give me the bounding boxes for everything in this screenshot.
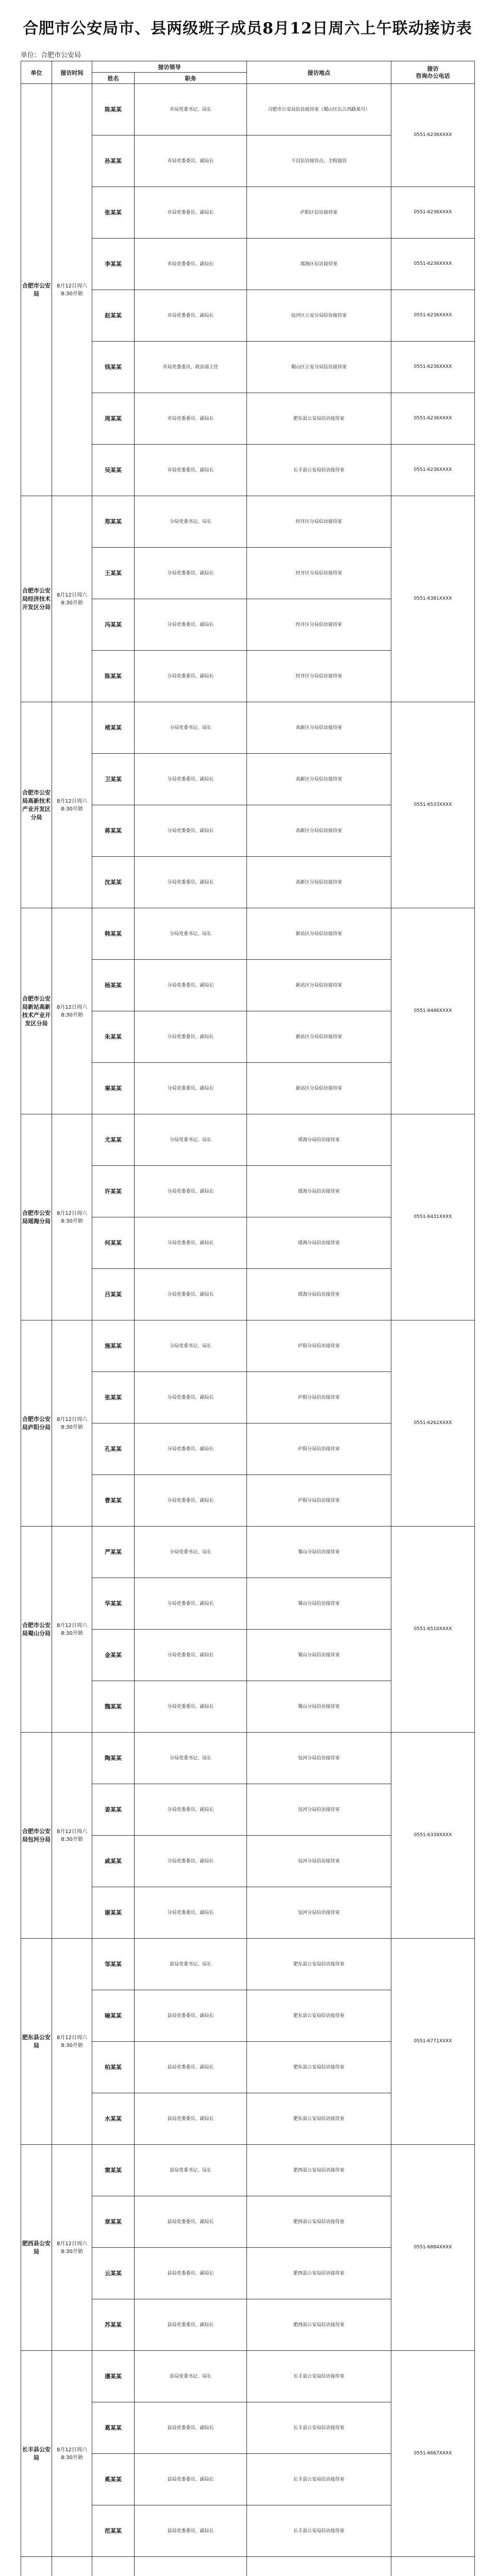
leader-name-cell: 蒋某某 — [92, 805, 135, 857]
reception-place-cell: 包河分局信访接待室 — [247, 1784, 391, 1836]
leader-duty-cell: 分局党委委员、副局长 — [135, 1063, 247, 1114]
leader-name-cell: 潘某某 — [92, 2351, 135, 2402]
leader-name-cell: 邹某某 — [92, 1939, 135, 1990]
leader-duty-cell: 分局党委书记、局长 — [135, 1114, 247, 1166]
leader-duty-cell: 县局党委委员、副局长 — [135, 2196, 247, 2248]
leader-name-cell: 谢某某 — [92, 1887, 135, 1939]
leader-duty-cell: 分局党委书记、局长 — [135, 496, 247, 548]
table-row — [21, 1320, 475, 1372]
table-row — [21, 2145, 475, 2196]
reception-place-cell: 新站区分局信访接待室 — [247, 960, 391, 1011]
leader-name-cell: 陶某某 — [92, 1733, 135, 1784]
leader-duty-cell: 分局党委委员、副局长 — [135, 857, 247, 908]
phone-cell — [391, 2557, 475, 2576]
reception-place-cell: 庐阳分局信访接待室 — [247, 1475, 391, 1527]
reception-place-cell: 长丰县公安局信访接待室 — [247, 2402, 391, 2454]
reception-place-cell: 瑶海分局信访接待室 — [247, 1269, 391, 1320]
leader-duty-cell: 分局党委委员、副局长 — [135, 1217, 247, 1269]
leader-name-cell: 窦某某 — [92, 2145, 135, 2196]
leader-duty-cell: 分局党委委员、副局长 — [135, 1630, 247, 1681]
leader-duty-cell: 县局党委书记、局长 — [135, 1939, 247, 1990]
unit-cell: 合肥市公安局高新技术产业开发区分局 — [21, 702, 52, 908]
leader-name-cell: 华某某 — [92, 1578, 135, 1630]
phone-cell: 0551-6236XXXX — [391, 290, 475, 342]
time-cell: 8月12日周六8:30开始 — [52, 2145, 92, 2351]
reception-place-cell: 瑶海分局信访接待室 — [247, 1217, 391, 1269]
reception-place-cell: 新站区分局信访接待室 — [247, 1063, 391, 1114]
leader-name-cell: 孙某某 — [92, 135, 135, 187]
reception-place-cell: 肥东县公安局信访接待室 — [247, 1939, 391, 1990]
table-row — [21, 702, 475, 754]
phone-cell: 0551-6533XXXX — [391, 702, 475, 908]
leader-name-cell — [92, 2557, 135, 2576]
time-cell: 8月12日周六8:30开始 — [52, 1320, 92, 1527]
leader-name-cell: 钱某某 — [92, 342, 135, 393]
leader-duty-cell: 分局党委委员、副局长 — [135, 599, 247, 651]
phone-cell: 0551-6236XXXX — [391, 393, 475, 445]
phone-cell: 0551-6381XXXX — [391, 496, 475, 702]
leader-name-cell: 尤某某 — [92, 1114, 135, 1166]
reception-place-cell: 肥东县公安局信访接待室 — [247, 393, 391, 445]
unit-cell — [21, 2557, 52, 2576]
reception-table — [21, 61, 475, 2576]
leader-duty-cell: 县局党委委员、副局长 — [135, 2299, 247, 2351]
reception-place-cell: 包河分局信访接待室 — [247, 1887, 391, 1939]
reception-place-cell: 经开区分局信访接待室 — [247, 651, 391, 702]
leader-name-cell: 姜某某 — [92, 1784, 135, 1836]
phone-cell: 0551-6236XXXX — [391, 445, 475, 496]
phone-cell: 0551-6510XXXX — [391, 1527, 475, 1733]
leader-name-cell: 喻某某 — [92, 1990, 135, 2042]
time-cell: 8月12日周六8:30开始 — [52, 2351, 92, 2557]
leader-name-cell: 吴某某 — [92, 445, 135, 496]
leader-duty-cell: 分局党委书记、局长 — [135, 1527, 247, 1578]
reception-place-cell: 肥西县公安局信访接待室 — [247, 2299, 391, 2351]
reception-place-cell: 瑶海分局信访接待室 — [247, 1166, 391, 1217]
leader-duty-cell: 分局党委书记、局长 — [135, 702, 247, 754]
reception-place-cell: 肥东县公安局信访接待室 — [247, 2042, 391, 2093]
reception-place-cell: 新站区分局信访接待室 — [247, 1011, 391, 1063]
table-row — [21, 1733, 475, 1784]
leader-duty-cell: 分局党委委员、副局长 — [135, 1475, 247, 1527]
leader-duty-cell: 市局党委委员、副局长 — [135, 445, 247, 496]
leader-duty-cell: 分局党委书记、局长 — [135, 1320, 247, 1372]
table-row — [21, 1939, 475, 1990]
leader-name-cell: 赵某某 — [92, 290, 135, 342]
leader-name-cell: 水某某 — [92, 2093, 135, 2145]
reception-place-cell: 高新区分局信访接待室 — [247, 857, 391, 908]
leader-duty-cell: 市局党委委员、副局长 — [135, 135, 247, 187]
time-cell: 8月12日周六8:30开始 — [52, 1733, 92, 1939]
leader-name-cell: 褚某某 — [92, 702, 135, 754]
unit-cell: 肥东县公安局 — [21, 1939, 52, 2145]
phone-cell: 0551-6771XXXX — [391, 1939, 475, 2145]
reception-place-cell: 新站区分局信访接待室 — [247, 908, 391, 960]
leader-duty-cell: 市局党委委员、副局长 — [135, 187, 247, 239]
leader-duty-cell: 县局党委委员、副局长 — [135, 2248, 247, 2299]
reception-place-cell: 包河区公安分局信访接待室 — [247, 290, 391, 342]
leader-duty-cell: 县局党委委员、副局长 — [135, 1990, 247, 2042]
reception-place-cell: 包河分局信访接待室 — [247, 1733, 391, 1784]
unit-cell: 合肥市公安局瑶海分局 — [21, 1114, 52, 1320]
reception-place-cell: 高新区分局信访接待室 — [247, 754, 391, 805]
header-name: 姓名 — [92, 73, 135, 84]
reception-place-cell: 肥西县公安局信访接待室 — [247, 2196, 391, 2248]
header-time: 接访时间 — [52, 61, 92, 84]
leader-name-cell: 云某某 — [92, 2248, 135, 2299]
table-row — [21, 2557, 475, 2576]
leader-name-cell: 奚某某 — [92, 2454, 135, 2505]
leader-duty-cell: 分局党委委员、副局长 — [135, 960, 247, 1011]
time-cell: 8月12日周六8:30开始 — [52, 908, 92, 1114]
leader-name-cell: 施某某 — [92, 1320, 135, 1372]
leader-name-cell: 柏某某 — [92, 2042, 135, 2093]
leader-name-cell: 周某某 — [92, 393, 135, 445]
leader-name-cell: 张某某 — [92, 187, 135, 239]
leader-name-cell: 何某某 — [92, 1217, 135, 1269]
reception-place-cell: 经开区分局信访接待室 — [247, 496, 391, 548]
leader-name-cell: 韩某某 — [92, 908, 135, 960]
unit-cell: 合肥市公安局包河分局 — [21, 1733, 52, 1939]
unit-label: 单位：合肥市公安局 — [21, 52, 81, 59]
header-place: 接访地点 — [247, 61, 391, 84]
phone-cell: 0551-6236XXXX — [391, 84, 475, 187]
reception-place-cell: 经开区分局信访接待室 — [247, 599, 391, 651]
phone-cell: 0551-6667XXXX — [391, 2351, 475, 2557]
header-duty: 职务 — [135, 73, 247, 84]
time-cell: 8月12日周六8:30开始 — [52, 496, 92, 702]
leader-duty-cell: 县局党委委员、副局长 — [135, 2093, 247, 2145]
time-cell: 8月12日周六8:30开始 — [52, 1114, 92, 1320]
reception-place-cell — [247, 2557, 391, 2576]
table-body — [21, 84, 475, 2576]
leader-name-cell: 沈某某 — [92, 857, 135, 908]
reception-place-cell: 经开区分局信访接待室 — [247, 548, 391, 599]
leader-duty-cell: 县局党委委员、副局长 — [135, 2402, 247, 2454]
leader-name-cell: 范某某 — [92, 2505, 135, 2557]
leader-duty-cell: 分局党委书记、局长 — [135, 908, 247, 960]
reception-place-cell: 蜀山分局信访接待室 — [247, 1630, 391, 1681]
reception-place-cell: 肥西县公安局信访接待室 — [247, 2248, 391, 2299]
phone-cell: 0551-6884XXXX — [391, 2145, 475, 2351]
time-cell: 8月12日周六8:30开始 — [52, 84, 92, 496]
leader-duty-cell: 分局党委委员、副局长 — [135, 1784, 247, 1836]
phone-cell: 0551-6236XXXX — [391, 239, 475, 290]
phone-cell: 0551-6236XXXX — [391, 187, 475, 239]
leader-duty-cell: 市局党委委员、副局长 — [135, 290, 247, 342]
leader-duty-cell — [135, 2557, 247, 2576]
leader-duty-cell: 县局党委委员、副局长 — [135, 2454, 247, 2505]
leader-name-cell: 冯某某 — [92, 599, 135, 651]
leader-duty-cell: 分局党委委员、副局长 — [135, 651, 247, 702]
leader-name-cell: 卫某某 — [92, 754, 135, 805]
leader-duty-cell: 县局党委委员、副局长 — [135, 2042, 247, 2093]
leader-name-cell: 严某某 — [92, 1527, 135, 1578]
reception-place-cell: 包河分局信访接待室 — [247, 1836, 391, 1887]
unit-cell: 合肥市公安局新站高新技术产业开发区分局 — [21, 908, 52, 1114]
reception-place-cell: 肥东县公安局信访接待室 — [247, 1990, 391, 2042]
reception-place-cell: 蜀山区公安分局信访接待室 — [247, 342, 391, 393]
leader-name-cell: 戚某某 — [92, 1836, 135, 1887]
reception-place-cell: 长丰县公安局信访接待室 — [247, 445, 391, 496]
unit-cell: 合肥市公安局蜀山分局 — [21, 1527, 52, 1733]
leader-duty-cell: 市局党委委员、政治部主任 — [135, 342, 247, 393]
leader-name-cell: 孔某某 — [92, 1423, 135, 1475]
leader-name-cell: 章某某 — [92, 2196, 135, 2248]
leader-duty-cell: 市局党委书记、局长 — [135, 84, 247, 135]
reception-place-cell: 肥西县公安局信访接待室 — [247, 2145, 391, 2196]
leader-name-cell: 郑某某 — [92, 496, 135, 548]
leader-name-cell: 王某某 — [92, 548, 135, 599]
unit-cell: 合肥市公安局庐阳分局 — [21, 1320, 52, 1527]
header-phone: 接访 咨询办公电话 — [391, 61, 475, 84]
leader-duty-cell: 分局党委委员、副局长 — [135, 1011, 247, 1063]
phone-cell: 0551-6431XXXX — [391, 1114, 475, 1320]
phone-cell: 0551-6339XXXX — [391, 1733, 475, 1939]
leader-name-cell: 吕某某 — [92, 1269, 135, 1320]
table-row — [21, 84, 475, 135]
reception-place-cell: 合肥市公安局信访接待室（蜀山区长江西路某号） — [247, 84, 391, 135]
leader-name-cell: 杨某某 — [92, 960, 135, 1011]
reception-place-cell: 高新区分局信访接待室 — [247, 702, 391, 754]
leader-duty-cell: 分局党委委员、副局长 — [135, 1887, 247, 1939]
reception-place-cell: 肥东县公安局信访接待室 — [247, 2093, 391, 2145]
leader-duty-cell: 分局党委委员、副局长 — [135, 1836, 247, 1887]
leader-name-cell: 秦某某 — [92, 1063, 135, 1114]
unit-cell: 肥西县公安局 — [21, 2145, 52, 2351]
leader-name-cell: 李某某 — [92, 239, 135, 290]
time-cell — [52, 2557, 92, 2576]
leader-duty-cell: 县局党委委员、副局长 — [135, 2505, 247, 2557]
table-row — [21, 2351, 475, 2402]
leader-duty-cell: 分局党委委员、副局长 — [135, 805, 247, 857]
leader-name-cell: 苏某某 — [92, 2299, 135, 2351]
leader-duty-cell: 分局党委委员、副局长 — [135, 754, 247, 805]
leader-duty-cell: 分局党委书记、局长 — [135, 1733, 247, 1784]
leader-name-cell: 曹某某 — [92, 1475, 135, 1527]
unit-cell: 合肥市公安局经济技术开发区分局 — [21, 496, 52, 702]
time-cell: 8月12日周六8:30开始 — [52, 1527, 92, 1733]
leader-duty-cell: 县局党委书记、局长 — [135, 2351, 247, 2402]
leader-duty-cell: 分局党委委员、副局长 — [135, 1166, 247, 1217]
leader-duty-cell: 市局党委委员、副局长 — [135, 393, 247, 445]
reception-place-cell: 瑶海分局信访接待室 — [247, 1114, 391, 1166]
table-row — [21, 908, 475, 960]
phone-cell: 0551-6262XXXX — [391, 1320, 475, 1527]
unit-cell: 合肥市公安局 — [21, 84, 52, 496]
phone-cell: 0551-6446XXXX — [391, 908, 475, 1114]
header-leader: 接访领导 — [92, 61, 247, 73]
leader-duty-cell: 分局党委委员、副局长 — [135, 1372, 247, 1423]
phone-cell: 0551-6236XXXX — [391, 342, 475, 393]
leader-name-cell: 魏某某 — [92, 1681, 135, 1733]
leader-name-cell: 许某某 — [92, 1166, 135, 1217]
reception-place-cell: 长丰县公安局信访接待室 — [247, 2454, 391, 2505]
leader-name-cell: 陈某某 — [92, 84, 135, 135]
leader-name-cell: 葛某某 — [92, 2402, 135, 2454]
reception-place-cell: 庐阳分局信访接待室 — [247, 1423, 391, 1475]
reception-place-cell: 长丰县公安局信访接待室 — [247, 2505, 391, 2557]
reception-place-cell: 长丰县公安局信访接待室 — [247, 2351, 391, 2402]
time-cell: 8月12日周六8:30开始 — [52, 702, 92, 908]
leader-name-cell: 陈某某 — [92, 651, 135, 702]
table-row — [21, 1527, 475, 1578]
leader-name-cell: 朱某某 — [92, 1011, 135, 1063]
header-unit: 单位 — [21, 61, 52, 84]
page-title: 合肥市公安局市、县两级班子成员8月12日周六上午联动接访表 — [23, 20, 472, 38]
leader-duty-cell: 分局党委委员、副局长 — [135, 1423, 247, 1475]
leader-duty-cell: 市局党委委员、副局长 — [135, 239, 247, 290]
reception-place-cell: 庐阳分局信访接待室 — [247, 1320, 391, 1372]
reception-place-cell: 庐阳区信访接待室 — [247, 187, 391, 239]
leader-name-cell: 金某某 — [92, 1630, 135, 1681]
reception-place-cell: 蜀山分局信访接待室 — [247, 1681, 391, 1733]
unit-cell: 长丰县公安局 — [21, 2351, 52, 2557]
reception-place-cell: 下沉信访接待点，全程接待 — [247, 135, 391, 187]
leader-duty-cell: 分局党委委员、副局长 — [135, 1269, 247, 1320]
leader-duty-cell: 分局党委委员、副局长 — [135, 1578, 247, 1630]
reception-place-cell: 蜀山分局信访接待室 — [247, 1527, 391, 1578]
reception-place-cell: 高新区分局信访接待室 — [247, 805, 391, 857]
time-cell: 8月12日周六8:30开始 — [52, 1939, 92, 2145]
reception-place-cell: 瑶海区信访接待室 — [247, 239, 391, 290]
table-row — [21, 1114, 475, 1166]
leader-duty-cell: 县局党委书记、局长 — [135, 2145, 247, 2196]
leader-duty-cell: 分局党委委员、副局长 — [135, 1681, 247, 1733]
table-row — [21, 496, 475, 548]
leader-duty-cell: 分局党委委员、副局长 — [135, 548, 247, 599]
reception-place-cell: 庐阳分局信访接待室 — [247, 1372, 391, 1423]
reception-place-cell: 蜀山分局信访接待室 — [247, 1578, 391, 1630]
leader-name-cell: 张某某 — [92, 1372, 135, 1423]
